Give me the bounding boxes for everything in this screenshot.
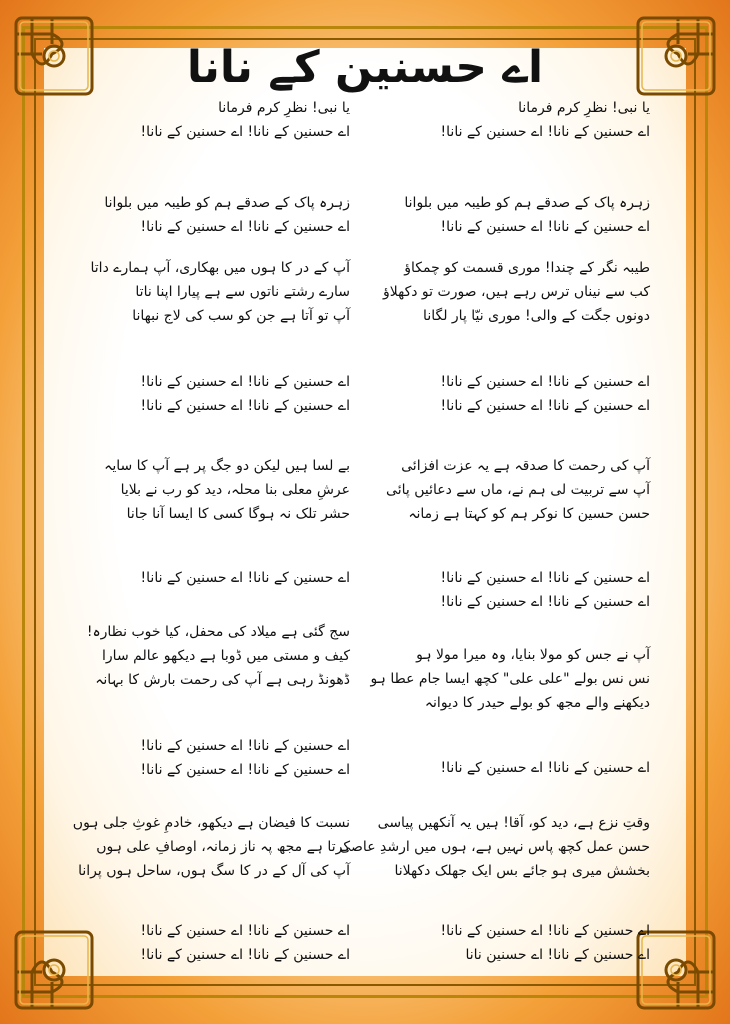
- verse-line: حسن حسین کا نوکر ہم کو کہتا ہے زمانہ: [408, 506, 650, 522]
- verse-line: اے حسنین کے نانا! اے حسنین کے نانا!: [440, 760, 650, 776]
- verse-line: اے حسنین کے نانا! اے حسنین کے نانا!: [140, 374, 350, 390]
- verse-line: اے حسنین کے نانا! اے حسنین کے نانا!: [140, 124, 350, 140]
- stanza: [104, 191, 350, 239]
- page-title: اے حسنین کے نانا: [186, 42, 544, 93]
- verse-line: اے حسنین کے نانا! اے حسنین کے نانا!: [140, 762, 350, 778]
- stanza: [410, 566, 650, 614]
- ornament-corner-icon: [12, 928, 96, 1012]
- verse-line: اے حسنین کے نانا! اے حسنین کے نانا!: [140, 947, 350, 963]
- stanza: [386, 454, 650, 526]
- stanza: [339, 811, 650, 883]
- verse-line: دیکھنے والے مجھ کو بولے حیدر کا دیوانہ: [424, 695, 650, 711]
- verse-line: دونوں جگت کے والی! موری نیّا پار لگانا: [423, 308, 650, 324]
- verse-line: اے حسنین کے نانا! اے حسنین کے نانا!: [440, 124, 650, 140]
- verse-line: اے حسنین کے نانا! اے حسنین کے نانا!: [440, 219, 650, 235]
- verse-line: آپ نے جس کو مولا بنایا، وہ میرا مولا ہو: [416, 647, 650, 663]
- verse-line: کب سے نیناں ترس رہے ہیں، صورت تو دکھلاؤ: [383, 284, 650, 300]
- verse-line: سارے رشتے ناتوں سے ہے پیارا اپنا ناتا: [135, 284, 350, 300]
- verse-line: زہرہ پاک کے صدقے ہم کو طیبہ میں بلوانا: [404, 195, 650, 211]
- verse-line: سج گئی ہے میلاد کی محفل، کیا خوب نظارہ!: [86, 624, 350, 640]
- verse-line: آپ کی آل کے در کا سگ ہوں، ساحل ہوں پرانا: [78, 863, 350, 879]
- verse-line: کرتا ہے مجھ پہ ناز زمانہ، اوصافِ علی ہوں: [96, 839, 350, 855]
- verse-line: بخشش میری ہو جائے بس ایک جھلک دکھلانا: [394, 863, 650, 879]
- verse-line: نس نس بولے "علی علی" کچھ ایسا جام عطا ہو: [370, 671, 650, 687]
- verse-line: حسن عمل کچھ پاس نہیں ہے، ہوں میں ارشدِ عاصی: [339, 839, 650, 855]
- stanza: [110, 919, 350, 967]
- verse-line: آپ کے در کا ہوں میں بھکاری، آپ ہمارے داتا: [90, 260, 350, 276]
- stanza: [72, 811, 350, 883]
- verse-line: نسبت کا فیضان ہے دیکھو، خادمِ غوثِ جلی ہوں: [72, 815, 350, 831]
- verse-line: حشر تلک نہ ہوگا کسی کا ایسا آنا جانا: [126, 506, 350, 522]
- stanza: [410, 756, 650, 780]
- verse-line: آپ کی رحمت کا صدقہ ہے یہ عزت افزائی: [401, 458, 650, 474]
- verse-line: اے حسنین کے نانا! اے حسنین کے نانا!: [440, 570, 650, 586]
- stanza: [410, 370, 650, 418]
- stanza: [110, 566, 350, 590]
- verse-line: اے حسنین کے نانا! اے حسنین کے نانا!: [140, 738, 350, 754]
- verse-line: اے حسنین کے نانا! اے حسنین کے نانا!: [440, 923, 650, 939]
- verse-line: طیبہ نگر کے چندا! موری قسمت کو چمکاؤ: [404, 260, 650, 276]
- verse-line: زہرہ پاک کے صدقے ہم کو طیبہ میں بلوانا: [104, 195, 350, 211]
- verse-line: بے لسا ہیں لیکن دو جگ پر ہے آپ کا سایہ: [104, 458, 350, 474]
- stanza: [110, 370, 350, 418]
- stanza: [370, 643, 650, 715]
- verse-line: یا نبی! نظرِ کرم فرمانا: [218, 100, 350, 116]
- verse-line: اے حسنین کے نانا! اے حسنین کے نانا!: [440, 594, 650, 610]
- verse-line: اے حسنین کے نانا! اے حسنین کے نانا!: [140, 570, 350, 586]
- stanza: [86, 620, 350, 692]
- verse-line: یا نبی! نظرِ کرم فرمانا: [518, 100, 650, 116]
- stanza: [90, 256, 350, 328]
- verse-line: اے حسنین کے نانا! اے حسنین نانا: [465, 947, 650, 963]
- stanza: [383, 256, 650, 328]
- stanza: [410, 919, 650, 967]
- verse-line: کیف و مستی میں ڈوبا ہے دیکھو عالم سارا: [102, 648, 350, 664]
- verse-line: اے حسنین کے نانا! اے حسنین کے نانا!: [140, 398, 350, 414]
- stanza: [404, 191, 650, 239]
- verse-line: اے حسنین کے نانا! اے حسنین کے نانا!: [140, 219, 350, 235]
- stanza: [410, 96, 650, 144]
- verse-line: آپ سے تربیت لی ہم نے، ماں سے دعائیں پائی: [386, 482, 650, 498]
- stanza: [110, 96, 350, 144]
- verse-line: ڈھونڈ رہی ہے آپ کی رحمت بارش کا بہانہ: [95, 672, 350, 688]
- verse-line: اے حسنین کے نانا! اے حسنین کے نانا!: [140, 923, 350, 939]
- verse-line: اے حسنین کے نانا! اے حسنین کے نانا!: [440, 398, 650, 414]
- verse-line: وقتِ نزع ہے، دید کو، آقا! ہیں یہ آنکھیں پیاسی: [377, 815, 650, 831]
- stanza: [110, 734, 350, 782]
- verse-line: آپ تو آتا ہے جن کو سب کی لاج نبھانا: [132, 308, 350, 324]
- verse-line: اے حسنین کے نانا! اے حسنین کے نانا!: [440, 374, 650, 390]
- stanza: [104, 454, 350, 526]
- verse-line: عرشِ معلی بنا محلہ، دید کو رب نے بلایا: [120, 482, 350, 498]
